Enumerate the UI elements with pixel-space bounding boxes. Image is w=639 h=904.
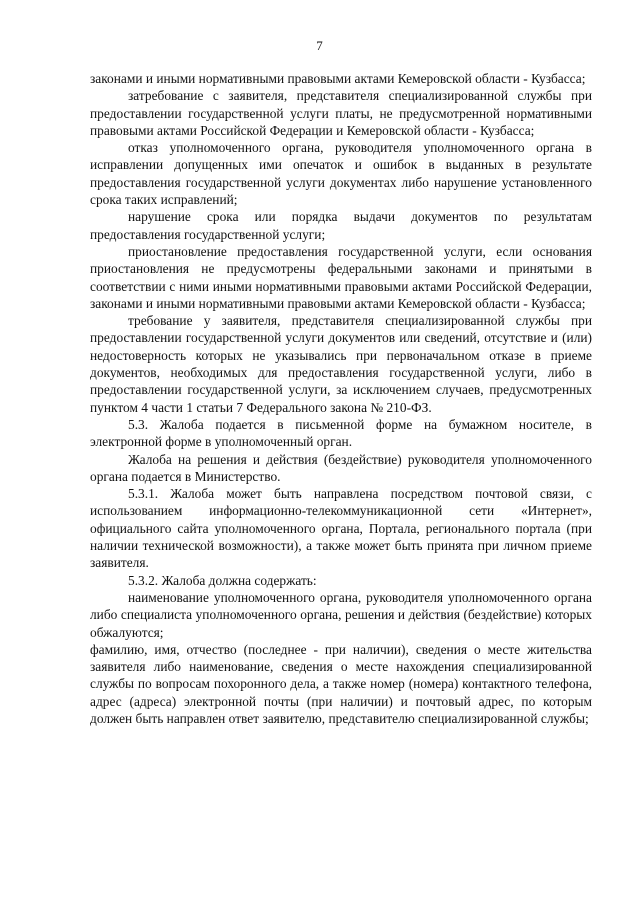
paragraph: законами и иными нормативными правовыми актами Кемеровской области - Кузбасса; [90, 71, 586, 86]
paragraph: 5.3.1. Жалоба может быть направлена посредством почтовой связи, с использованием информационно-телекоммуникационной сети «Интернет», официального сайта уполномоченного органа, Портала, регионального портала (при наличии технической возможности), а также может быть принята при личном приеме заявителя. [90, 486, 592, 571]
paragraph: отказ уполномоченного органа, руководителя уполномоченного органа в исправлении допущенных ими опечаток и ошибок в выданных в результате предоставления государственной услуги документах либо нарушение установленного срока таких исправлений; [90, 140, 592, 208]
paragraph: нарушение срока или порядка выдачи документов по результатам предоставления государственной услуги; [90, 209, 592, 242]
paragraph: фамилию, имя, отчество (последнее - при наличии), сведения о месте жительства заявителя либо наименование, сведения о месте нахождения специализированной службы по вопросам похоронного дела, а также номер (номера) контактного телефона, адрес (адреса) электронной почты (при наличии) и почтовый адрес, по которым должен быть направлен ответ заявителю, представителю специализированной службы; [90, 641, 592, 726]
document-body [90, 70, 592, 727]
paragraph: наименование уполномоченного органа, руководителя уполномоченного органа либо специалиста уполномоченного органа, решения и действия (бездействие) которых обжалуются; [90, 589, 592, 640]
paragraph: затребование с заявителя, представителя специализированной службы при предоставлении государственной услуги платы, не предусмотренной нормативными правовыми актами Российской Федерации и Кемеровской области - Кузбасса; [90, 88, 592, 138]
paragraph: 5.3. Жалоба подается в письменной форме на бумажном носителе, в электронной форме в уполномоченный орган. [90, 416, 592, 450]
paragraph: Жалоба на решения и действия (бездействие) руководителя уполномоченного органа подается в Министерство. [90, 451, 592, 484]
paragraph: требование у заявителя, представителя специализированной службы при предоставлении государственной услуги документов или сведений, отсутствие и (или) недостоверность которых не указывались при первоначальном отказе в приеме документов, необходимых для предоставления государственной услуги, либо в предоставлении государственной услуги, за исключением случаев, предусмотренных пунктом 4 части 1 статьи 7 Федерального закона № 210-ФЗ. [90, 313, 592, 415]
paragraph: приостановление предоставления государственной услуги, если основания приостановления не предусмотрены федеральными законами и принятыми в соответствии с ними иными нормативными правовыми актами Российской Федерации, законами и иными нормативными правовыми актами Кемеровской области - Кузбасса; [90, 243, 592, 311]
paragraph: 5.3.2. Жалоба должна содержать: [128, 572, 317, 588]
page-number: 7 [316, 38, 323, 53]
